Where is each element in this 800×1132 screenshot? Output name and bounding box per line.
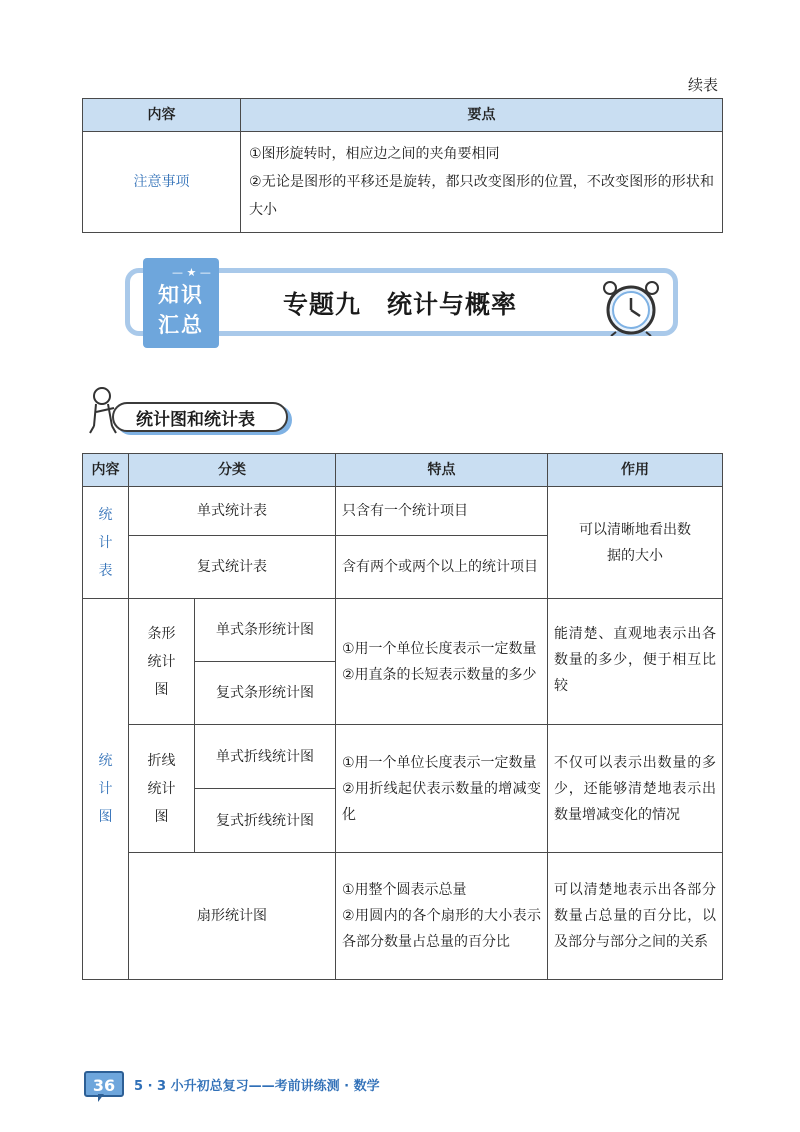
note-point-1: ①图形旋转时，相应边之间的夹角要相同 <box>249 146 500 162</box>
feature-bar-charts: ①用一个单位长度表示一定数量 ②用直条的长短表示数量的多少 <box>336 599 548 725</box>
star-icon: — ★ — <box>172 266 211 279</box>
type-pie-chart: 扇形统计图 <box>129 853 336 980</box>
feature-pie-chart: ①用整个圆表示总量 ②用圆内的各个扇形的大小表示各部分数量占总量的百分比 <box>336 853 548 980</box>
type-compound-line-chart: 复式折线统计图 <box>195 789 336 853</box>
use-tables: 可以清晰地看出数据的大小 <box>548 487 723 599</box>
page-number-flag <box>98 1094 104 1102</box>
badge-text-line1: 知识 <box>158 283 204 307</box>
header-use: 作用 <box>548 454 723 487</box>
use-bar-charts: 能清楚、直观地表示出各数量的多少，便于相互比较 <box>548 599 723 725</box>
subgroup-line-charts: 折线 统计 图 <box>129 725 195 853</box>
type-simple-line-chart: 单式折线统计图 <box>195 725 336 789</box>
page-number: 36 <box>84 1071 124 1097</box>
notes-points <box>241 132 723 233</box>
group-label-charts: 统 计 图 <box>83 599 129 980</box>
header-feature: 特点 <box>336 454 548 487</box>
subgroup-bar-charts: 条形 统计 图 <box>129 599 195 725</box>
feature-compound-table: 含有两个或两个以上的统计项目 <box>336 536 548 599</box>
header-content: 内容 <box>83 454 129 487</box>
section-title: 统计图和统计表 <box>136 410 255 430</box>
use-line-charts: 不仅可以表示出数量的多少，还能够清楚地表示出数量增减变化的情况 <box>548 725 723 853</box>
statistics-table <box>82 453 723 980</box>
header-content: 内容 <box>83 99 241 132</box>
badge-text-line2: 汇总 <box>158 313 204 337</box>
alarm-clock-icon <box>596 276 666 336</box>
category-compound-table: 复式统计表 <box>129 536 336 599</box>
type-simple-bar-chart: 单式条形统计图 <box>195 599 336 662</box>
footer-book-title: 5 · 3 小升初总复习——考前讲练测 · 数学 <box>134 1079 380 1094</box>
topic-title: 专题九 统计与概率 <box>282 290 517 319</box>
row-label-notes: 注意事项 <box>83 132 241 233</box>
header-category: 分类 <box>129 454 336 487</box>
category-simple-table: 单式统计表 <box>129 487 336 536</box>
header-points: 要点 <box>241 99 723 132</box>
feature-simple-table: 只含有一个统计项目 <box>336 487 548 536</box>
note-point-2: ②无论是图形的平移还是旋转，都只改变图形的位置，不改变图形的形状和大小 <box>249 174 714 218</box>
top-table <box>82 98 723 233</box>
feature-line-charts: ①用一个单位长度表示一定数量 ②用折线起伏表示数量的增减变化 <box>336 725 548 853</box>
continued-label: 续表 <box>688 76 719 94</box>
use-pie-chart: 可以清楚地表示出各部分数量占总量的百分比，以及部分与部分之间的关系 <box>548 853 723 980</box>
type-compound-bar-chart: 复式条形统计图 <box>195 662 336 725</box>
group-label-tables: 统 计 表 <box>83 487 129 599</box>
